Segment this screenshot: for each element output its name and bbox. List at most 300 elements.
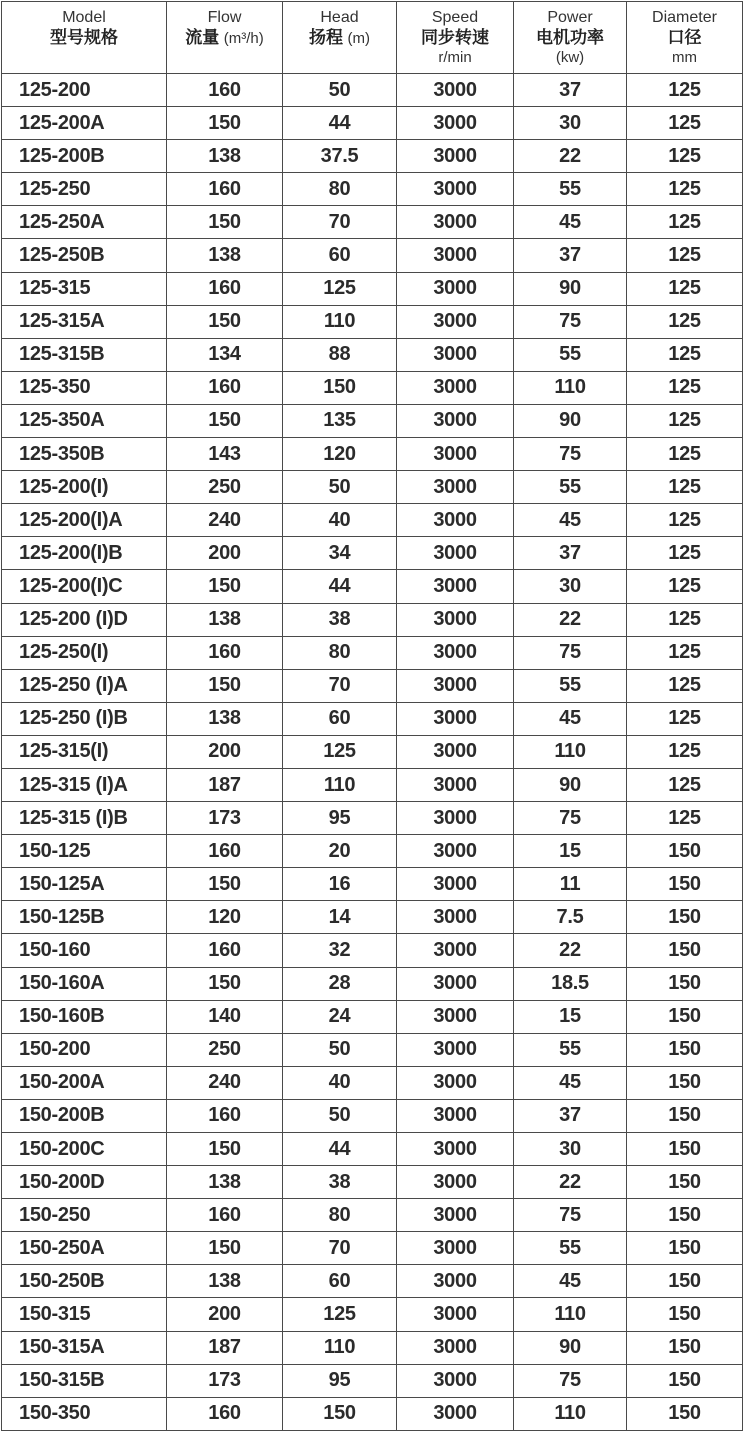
table-row [2, 371, 743, 404]
cell-diameter: 125 [627, 768, 743, 801]
cell-head: 95 [283, 1364, 397, 1397]
cell-model: 150-250 [2, 1199, 167, 1232]
cell-model: 125-200(I)B [2, 537, 167, 570]
cell-flow: 134 [167, 338, 283, 371]
cell-speed: 3000 [397, 1066, 514, 1099]
cell-head: 70 [283, 669, 397, 702]
cell-model: 150-160 [2, 934, 167, 967]
header-model-en: Model [62, 9, 106, 26]
cell-head: 125 [283, 1298, 397, 1331]
cell-flow: 200 [167, 735, 283, 768]
cell-flow: 160 [167, 835, 283, 868]
cell-head: 44 [283, 107, 397, 140]
table-row [2, 603, 743, 636]
cell-power: 37 [514, 74, 627, 107]
cell-power: 75 [514, 802, 627, 835]
cell-speed: 3000 [397, 735, 514, 768]
table-row [2, 636, 743, 669]
cell-flow: 120 [167, 901, 283, 934]
cell-head: 28 [283, 967, 397, 1000]
cell-diameter: 150 [627, 1199, 743, 1232]
cell-flow: 138 [167, 1166, 283, 1199]
cell-speed: 3000 [397, 1265, 514, 1298]
cell-head: 120 [283, 438, 397, 471]
cell-power: 90 [514, 768, 627, 801]
cell-diameter: 125 [627, 239, 743, 272]
header-model [2, 2, 167, 74]
cell-speed: 3000 [397, 1033, 514, 1066]
cell-speed: 3000 [397, 901, 514, 934]
table-row [2, 1166, 743, 1199]
cell-model: 125-200(I)C [2, 570, 167, 603]
table-row [2, 1133, 743, 1166]
cell-flow: 140 [167, 1000, 283, 1033]
table-row [2, 1199, 743, 1232]
cell-model: 125-200A [2, 107, 167, 140]
cell-diameter: 150 [627, 868, 743, 901]
cell-power: 22 [514, 934, 627, 967]
cell-diameter: 125 [627, 636, 743, 669]
cell-head: 40 [283, 1066, 397, 1099]
cell-model: 125-250 (I)A [2, 669, 167, 702]
cell-power: 75 [514, 1364, 627, 1397]
header-diameter-zh: 口径 [667, 28, 702, 47]
cell-head: 16 [283, 868, 397, 901]
header-speed-en: Speed [431, 9, 479, 26]
cell-head: 38 [283, 603, 397, 636]
cell-diameter: 125 [627, 735, 743, 768]
cell-diameter: 125 [627, 305, 743, 338]
cell-model: 125-315A [2, 305, 167, 338]
cell-head: 50 [283, 1033, 397, 1066]
table-row [2, 404, 743, 437]
cell-model: 150-125B [2, 901, 167, 934]
cell-speed: 3000 [397, 934, 514, 967]
table-row [2, 1099, 743, 1132]
cell-diameter: 125 [627, 107, 743, 140]
cell-head: 125 [283, 735, 397, 768]
header-power-unit: (kw) [555, 49, 585, 66]
cell-head: 40 [283, 504, 397, 537]
header-speed-unit: r/min [438, 49, 472, 66]
table-row [2, 140, 743, 173]
cell-power: 90 [514, 1331, 627, 1364]
cell-power: 37 [514, 1099, 627, 1132]
cell-head: 50 [283, 471, 397, 504]
cell-flow: 138 [167, 1265, 283, 1298]
cell-power: 110 [514, 735, 627, 768]
header-head-unit: (m) [347, 30, 370, 47]
cell-diameter: 125 [627, 802, 743, 835]
table-row [2, 1265, 743, 1298]
cell-flow: 240 [167, 1066, 283, 1099]
header-diameter-en: Diameter [652, 9, 717, 26]
header-flow-zh: 流量 [185, 28, 220, 47]
cell-head: 80 [283, 1199, 397, 1232]
cell-flow: 138 [167, 603, 283, 636]
cell-model: 150-250A [2, 1232, 167, 1265]
table-row [2, 272, 743, 305]
cell-head: 34 [283, 537, 397, 570]
cell-head: 110 [283, 768, 397, 801]
cell-speed: 3000 [397, 206, 514, 239]
cell-flow: 150 [167, 206, 283, 239]
cell-diameter: 150 [627, 1033, 743, 1066]
cell-speed: 3000 [397, 868, 514, 901]
cell-speed: 3000 [397, 338, 514, 371]
cell-diameter: 150 [627, 1099, 743, 1132]
cell-speed: 3000 [397, 669, 514, 702]
header-speed-zh: 同步转速 [421, 28, 489, 47]
cell-speed: 3000 [397, 305, 514, 338]
cell-model: 125-250(I) [2, 636, 167, 669]
cell-diameter: 125 [627, 702, 743, 735]
cell-flow: 138 [167, 702, 283, 735]
cell-power: 75 [514, 305, 627, 338]
cell-flow: 150 [167, 305, 283, 338]
cell-speed: 3000 [397, 173, 514, 206]
cell-flow: 160 [167, 1099, 283, 1132]
table-row [2, 967, 743, 1000]
cell-flow: 150 [167, 1133, 283, 1166]
cell-power: 30 [514, 570, 627, 603]
cell-speed: 3000 [397, 835, 514, 868]
cell-head: 80 [283, 173, 397, 206]
cell-flow: 200 [167, 537, 283, 570]
cell-model: 150-200 [2, 1033, 167, 1066]
cell-model: 150-315 [2, 1298, 167, 1331]
table-row [2, 338, 743, 371]
cell-flow: 138 [167, 140, 283, 173]
table-row [2, 570, 743, 603]
cell-speed: 3000 [397, 802, 514, 835]
cell-speed: 3000 [397, 107, 514, 140]
cell-speed: 3000 [397, 140, 514, 173]
cell-model: 150-250B [2, 1265, 167, 1298]
cell-head: 14 [283, 901, 397, 934]
cell-head: 32 [283, 934, 397, 967]
table-row [2, 868, 743, 901]
cell-model: 125-315 (I)A [2, 768, 167, 801]
cell-speed: 3000 [397, 438, 514, 471]
cell-power: 45 [514, 1066, 627, 1099]
cell-flow: 160 [167, 1199, 283, 1232]
cell-flow: 160 [167, 934, 283, 967]
table-row [2, 1000, 743, 1033]
cell-diameter: 150 [627, 1265, 743, 1298]
cell-model: 150-125 [2, 835, 167, 868]
cell-flow: 150 [167, 669, 283, 702]
cell-model: 150-315A [2, 1331, 167, 1364]
cell-flow: 150 [167, 1232, 283, 1265]
cell-diameter: 125 [627, 438, 743, 471]
header-flow-unit: (m³/h) [223, 30, 264, 47]
header-head-en: Head [320, 9, 359, 26]
cell-model: 125-350 [2, 371, 167, 404]
cell-model: 125-315 (I)B [2, 802, 167, 835]
cell-head: 150 [283, 1397, 397, 1430]
table-row [2, 1331, 743, 1364]
header-speed [397, 2, 514, 74]
cell-head: 125 [283, 272, 397, 305]
cell-speed: 3000 [397, 537, 514, 570]
cell-power: 45 [514, 1265, 627, 1298]
table-row [2, 504, 743, 537]
header-diameter [627, 2, 743, 74]
table-row [2, 173, 743, 206]
table-row [2, 901, 743, 934]
cell-model: 150-350 [2, 1397, 167, 1430]
cell-power: 55 [514, 173, 627, 206]
cell-speed: 3000 [397, 1099, 514, 1132]
cell-power: 55 [514, 1232, 627, 1265]
cell-speed: 3000 [397, 404, 514, 437]
cell-diameter: 150 [627, 1000, 743, 1033]
table-row [2, 835, 743, 868]
cell-head: 88 [283, 338, 397, 371]
cell-power: 45 [514, 504, 627, 537]
cell-power: 15 [514, 835, 627, 868]
cell-model: 125-315 [2, 272, 167, 305]
cell-diameter: 150 [627, 967, 743, 1000]
cell-model: 150-315B [2, 1364, 167, 1397]
cell-model: 150-200C [2, 1133, 167, 1166]
cell-diameter: 150 [627, 1133, 743, 1166]
cell-model: 150-125A [2, 868, 167, 901]
cell-diameter: 125 [627, 173, 743, 206]
cell-power: 30 [514, 107, 627, 140]
cell-speed: 3000 [397, 1199, 514, 1232]
cell-power: 15 [514, 1000, 627, 1033]
cell-flow: 160 [167, 636, 283, 669]
cell-power: 75 [514, 636, 627, 669]
table-row [2, 305, 743, 338]
cell-model: 125-200(I) [2, 471, 167, 504]
table-row [2, 702, 743, 735]
cell-flow: 150 [167, 107, 283, 140]
cell-model: 150-160B [2, 1000, 167, 1033]
cell-power: 110 [514, 1397, 627, 1430]
cell-flow: 150 [167, 967, 283, 1000]
cell-speed: 3000 [397, 272, 514, 305]
table-row [2, 802, 743, 835]
cell-diameter: 125 [627, 206, 743, 239]
header-power [514, 2, 627, 74]
table-row [2, 669, 743, 702]
cell-diameter: 150 [627, 934, 743, 967]
cell-speed: 3000 [397, 1397, 514, 1430]
cell-diameter: 125 [627, 669, 743, 702]
cell-diameter: 125 [627, 404, 743, 437]
cell-power: 90 [514, 404, 627, 437]
table-row [2, 438, 743, 471]
cell-flow: 187 [167, 768, 283, 801]
cell-speed: 3000 [397, 1000, 514, 1033]
cell-model: 125-250 (I)B [2, 702, 167, 735]
cell-flow: 200 [167, 1298, 283, 1331]
cell-head: 50 [283, 74, 397, 107]
cell-flow: 160 [167, 173, 283, 206]
cell-diameter: 150 [627, 1331, 743, 1364]
cell-diameter: 150 [627, 835, 743, 868]
header-head [283, 2, 397, 74]
table-row [2, 1232, 743, 1265]
cell-flow: 150 [167, 868, 283, 901]
cell-model: 150-200A [2, 1066, 167, 1099]
table-row [2, 1066, 743, 1099]
cell-flow: 240 [167, 504, 283, 537]
table-row [2, 537, 743, 570]
cell-diameter: 150 [627, 901, 743, 934]
cell-power: 45 [514, 702, 627, 735]
cell-diameter: 150 [627, 1397, 743, 1430]
cell-power: 11 [514, 868, 627, 901]
cell-speed: 3000 [397, 239, 514, 272]
cell-power: 7.5 [514, 901, 627, 934]
cell-diameter: 125 [627, 272, 743, 305]
cell-head: 44 [283, 1133, 397, 1166]
cell-flow: 187 [167, 1331, 283, 1364]
cell-flow: 250 [167, 1033, 283, 1066]
cell-power: 55 [514, 669, 627, 702]
cell-diameter: 125 [627, 140, 743, 173]
cell-diameter: 125 [627, 504, 743, 537]
table-row [2, 239, 743, 272]
table-row [2, 1033, 743, 1066]
cell-speed: 3000 [397, 636, 514, 669]
cell-flow: 160 [167, 74, 283, 107]
table-row [2, 206, 743, 239]
cell-diameter: 125 [627, 338, 743, 371]
cell-diameter: 125 [627, 570, 743, 603]
cell-flow: 173 [167, 802, 283, 835]
cell-model: 125-200 (I)D [2, 603, 167, 636]
cell-speed: 3000 [397, 371, 514, 404]
cell-power: 45 [514, 206, 627, 239]
cell-head: 24 [283, 1000, 397, 1033]
cell-speed: 3000 [397, 504, 514, 537]
cell-flow: 143 [167, 438, 283, 471]
cell-model: 125-250 [2, 173, 167, 206]
table-row [2, 934, 743, 967]
cell-model: 125-350A [2, 404, 167, 437]
cell-flow: 150 [167, 570, 283, 603]
cell-power: 110 [514, 1298, 627, 1331]
cell-head: 110 [283, 305, 397, 338]
table-row [2, 1298, 743, 1331]
cell-power: 110 [514, 371, 627, 404]
header-row [2, 2, 743, 74]
table-body [2, 74, 743, 1431]
cell-speed: 3000 [397, 1364, 514, 1397]
cell-flow: 160 [167, 272, 283, 305]
cell-model: 150-200B [2, 1099, 167, 1132]
cell-head: 80 [283, 636, 397, 669]
cell-head: 70 [283, 1232, 397, 1265]
cell-speed: 3000 [397, 603, 514, 636]
cell-head: 37.5 [283, 140, 397, 173]
cell-model: 150-160A [2, 967, 167, 1000]
cell-power: 90 [514, 272, 627, 305]
cell-speed: 3000 [397, 1133, 514, 1166]
cell-model: 125-315B [2, 338, 167, 371]
cell-diameter: 150 [627, 1232, 743, 1265]
table-row [2, 74, 743, 107]
table-row [2, 107, 743, 140]
cell-power: 55 [514, 338, 627, 371]
cell-head: 20 [283, 835, 397, 868]
cell-diameter: 125 [627, 537, 743, 570]
table-row [2, 735, 743, 768]
cell-speed: 3000 [397, 967, 514, 1000]
cell-speed: 3000 [397, 1298, 514, 1331]
header-flow-en: Flow [207, 9, 242, 26]
cell-head: 70 [283, 206, 397, 239]
cell-diameter: 125 [627, 471, 743, 504]
cell-head: 38 [283, 1166, 397, 1199]
cell-speed: 3000 [397, 1331, 514, 1364]
cell-power: 37 [514, 537, 627, 570]
cell-flow: 160 [167, 1397, 283, 1430]
cell-speed: 3000 [397, 1166, 514, 1199]
cell-head: 60 [283, 702, 397, 735]
header-diameter-unit: mm [672, 49, 697, 66]
cell-power: 55 [514, 471, 627, 504]
table-row [2, 1364, 743, 1397]
table-row [2, 1397, 743, 1430]
cell-power: 18.5 [514, 967, 627, 1000]
cell-flow: 250 [167, 471, 283, 504]
cell-power: 22 [514, 1166, 627, 1199]
cell-speed: 3000 [397, 74, 514, 107]
cell-flow: 150 [167, 404, 283, 437]
cell-speed: 3000 [397, 570, 514, 603]
cell-power: 22 [514, 603, 627, 636]
cell-model: 125-350B [2, 438, 167, 471]
cell-diameter: 150 [627, 1066, 743, 1099]
cell-power: 75 [514, 1199, 627, 1232]
table-row [2, 768, 743, 801]
cell-head: 44 [283, 570, 397, 603]
cell-flow: 173 [167, 1364, 283, 1397]
cell-head: 95 [283, 802, 397, 835]
cell-diameter: 150 [627, 1364, 743, 1397]
cell-model: 125-200(I)A [2, 504, 167, 537]
pump-spec-table [1, 1, 743, 1431]
cell-head: 60 [283, 1265, 397, 1298]
cell-model: 125-250A [2, 206, 167, 239]
table-row [2, 471, 743, 504]
cell-speed: 3000 [397, 702, 514, 735]
cell-power: 55 [514, 1033, 627, 1066]
cell-model: 150-200D [2, 1166, 167, 1199]
cell-diameter: 125 [627, 603, 743, 636]
header-power-zh: 电机功率 [536, 28, 604, 47]
cell-model: 125-200 [2, 74, 167, 107]
header-head-zh: 扬程 [309, 28, 344, 47]
cell-head: 50 [283, 1099, 397, 1132]
cell-diameter: 125 [627, 74, 743, 107]
cell-diameter: 150 [627, 1166, 743, 1199]
cell-model: 125-200B [2, 140, 167, 173]
cell-power: 30 [514, 1133, 627, 1166]
cell-speed: 3000 [397, 1232, 514, 1265]
cell-speed: 3000 [397, 768, 514, 801]
header-flow [167, 2, 283, 74]
cell-head: 135 [283, 404, 397, 437]
cell-diameter: 150 [627, 1298, 743, 1331]
header-model-zh: 型号规格 [50, 28, 118, 47]
